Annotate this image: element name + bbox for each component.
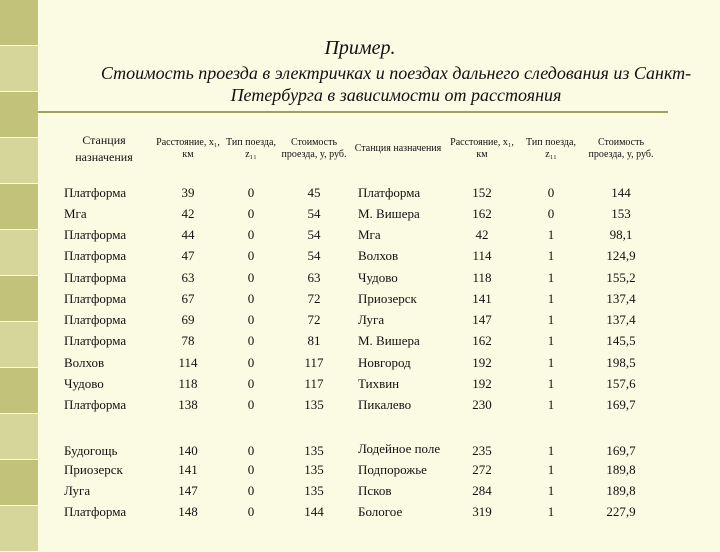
table-cell: Новгород (358, 354, 411, 370)
header-distance: Расстояние, x₁, км (450, 137, 514, 160)
table-cell: 162 (472, 205, 492, 221)
table-cell: 47 (181, 248, 195, 263)
table-cell: 63 (307, 269, 321, 285)
table-cell: 0 (247, 396, 255, 412)
table-cell: 169,7 (606, 396, 636, 412)
table-cell: 1 (547, 226, 555, 242)
table-cell: 272 (472, 461, 492, 477)
header-distance: Расстояние, x₁, км (156, 137, 220, 160)
table-cell: 162 (472, 333, 492, 348)
table-cell: 72 (307, 311, 321, 327)
table-cell: 1 (547, 290, 555, 306)
table-row (58, 373, 660, 394)
table-cell: 1 (547, 248, 555, 263)
table-cell: Платформа (64, 269, 127, 285)
table-cell: 157,6 (606, 375, 636, 391)
table-cell: 284 (472, 482, 492, 498)
table-cell: Бологое (358, 503, 403, 519)
table-cell: 42 (475, 226, 489, 242)
table-row (58, 224, 660, 245)
table-cell: 81 (307, 333, 321, 348)
table-cell: 0 (247, 333, 255, 348)
table-cell: Лодейное поле (358, 441, 441, 456)
table-row (58, 501, 660, 522)
table-cell: 0 (247, 311, 255, 327)
table-cell: 0 (247, 482, 255, 498)
table-cell: Мга (358, 226, 381, 242)
subtitle-line-2: Петербурга в зависимости от расстояния (230, 85, 562, 105)
table-cell: 114 (178, 354, 198, 370)
table-cell: 0 (247, 184, 255, 200)
table-cell: 1 (547, 333, 555, 348)
table-cell: 1 (547, 375, 555, 391)
table-cell: 155,2 (606, 269, 636, 285)
table-cell: 78 (181, 333, 195, 348)
table-cell: 114 (472, 248, 492, 263)
table-cell: 140 (178, 443, 198, 458)
table-cell: 144 (304, 503, 324, 519)
table-cell: 1 (547, 482, 555, 498)
table-row (58, 330, 660, 352)
table-row (58, 394, 660, 415)
table-cell: 0 (247, 205, 255, 221)
table-row (58, 352, 660, 373)
table-cell: 54 (307, 226, 321, 242)
table-cell: Платформа (64, 396, 127, 412)
table-header-row (58, 116, 660, 182)
table-cell: Платформа (64, 333, 127, 348)
table-cell: 135 (304, 482, 324, 498)
fare-table (58, 116, 660, 522)
header-cost: Стоимость проезда, y, руб. (588, 137, 654, 160)
table-cell: Мга (64, 205, 87, 221)
table-row (58, 182, 660, 203)
table-cell: 0 (247, 290, 255, 306)
table-cell: 189,8 (606, 482, 636, 498)
table-row (58, 309, 660, 330)
table-cell: 144 (611, 184, 631, 200)
table-cell: 148 (178, 503, 198, 519)
table-cell: 45 (307, 184, 321, 200)
table-cell: 0 (247, 354, 255, 370)
table-cell: 0 (247, 248, 255, 263)
table-cell: 153 (611, 205, 631, 221)
table-cell: 44 (181, 226, 195, 242)
table-row (58, 480, 660, 501)
table-cell: Платформа (64, 290, 127, 306)
table-cell: 0 (247, 226, 255, 242)
table-cell: 1 (547, 269, 555, 285)
table-cell: Волхов (358, 248, 399, 263)
table-cell: Приозерск (64, 461, 123, 477)
table-cell: Луга (64, 482, 91, 498)
page-title: Пример. (324, 37, 396, 59)
table-cell: 135 (304, 461, 324, 477)
table-cell: 1 (547, 311, 555, 327)
table-row (58, 288, 660, 309)
header-type: Тип поезда, z₁₁ (226, 137, 276, 160)
table-cell: Псков (358, 482, 392, 498)
table-row (58, 245, 660, 267)
decorative-stripe (0, 0, 38, 540)
table-cell: 67 (181, 290, 195, 306)
table-cell: Луга (358, 311, 385, 327)
header-station: Станция назначения (75, 133, 133, 164)
table-cell: М. Вишера (358, 333, 420, 348)
table-cell: 198,5 (606, 354, 636, 370)
table-cell: 138 (178, 396, 198, 412)
table-cell: 1 (547, 461, 555, 477)
table-cell: 1 (547, 354, 555, 370)
table-cell: 117 (304, 354, 324, 370)
table-cell: М. Вишера (358, 205, 420, 221)
table-cell: 124,9 (606, 248, 636, 263)
table-cell: 135 (304, 396, 324, 412)
table-cell: 0 (547, 205, 555, 221)
table-cell: 1 (547, 396, 555, 412)
table-cell: 169,7 (606, 443, 636, 458)
table-cell: 63 (181, 269, 195, 285)
header-type: Тип поезда, z₁₁ (526, 137, 576, 160)
table-cell: 145,5 (606, 333, 636, 348)
table-cell: 1 (547, 503, 555, 519)
table-row (58, 267, 660, 288)
table-cell: 72 (307, 290, 321, 306)
table-cell: 152 (472, 184, 492, 200)
table-cell: Пикалево (358, 396, 412, 412)
table-cell: 230 (472, 396, 492, 412)
table-cell: 98,1 (609, 226, 633, 242)
table-cell: Чудово (64, 375, 104, 391)
table-cell: Будогощь (64, 443, 118, 458)
page-subtitle (76, 62, 716, 106)
table-cell: Тихвин (358, 375, 400, 391)
table-cell: 141 (472, 290, 492, 306)
table-cell: 189,8 (606, 461, 636, 477)
table-cell: Платформа (64, 184, 127, 200)
table-cell: 192 (472, 375, 492, 391)
table-cell: 42 (181, 205, 195, 221)
table-cell: 235 (472, 443, 492, 458)
table-cell: Платформа (64, 226, 127, 242)
table-cell: 137,4 (606, 311, 636, 327)
table-cell: Платформа (64, 311, 127, 327)
table-cell: 0 (247, 503, 255, 519)
table-cell: 147 (472, 311, 492, 327)
table-cell: 319 (472, 503, 492, 519)
table-cell: Приозерск (358, 290, 417, 306)
table-cell: 0 (247, 443, 255, 458)
header-cost: Стоимость проезда, y, руб. (281, 137, 347, 160)
table-cell: 192 (472, 354, 492, 370)
table-cell: Платформа (64, 503, 127, 519)
table-cell: 1 (547, 443, 555, 458)
table-cell: 39 (181, 184, 195, 200)
table-cell: Чудово (358, 269, 398, 285)
table-cell: 0 (247, 375, 255, 391)
table-cell: 0 (547, 184, 555, 200)
title-divider (38, 111, 668, 113)
table-cell: 117 (304, 375, 324, 391)
header-station: Станция назначения (354, 143, 442, 154)
table-cell: 118 (178, 375, 198, 391)
table-cell: 0 (247, 269, 255, 285)
table-cell: Волхов (64, 354, 105, 370)
table-cell: 0 (247, 461, 255, 477)
table-cell: 54 (307, 205, 321, 221)
table-cell: 69 (181, 311, 195, 327)
table-row (58, 203, 660, 224)
table-cell: 135 (304, 443, 324, 458)
table-cell: Платформа (358, 184, 421, 200)
table-cell: 54 (307, 248, 321, 263)
table-cell: 147 (178, 482, 198, 498)
table-cell: Платформа (64, 248, 127, 263)
table-cell: 141 (178, 461, 198, 477)
table-row (58, 415, 660, 459)
table-cell: Подпорожье (358, 461, 427, 477)
table-cell: 137,4 (606, 290, 636, 306)
table-cell: 227,9 (606, 503, 636, 519)
table-cell: 118 (472, 269, 492, 285)
table-row (58, 459, 660, 480)
subtitle-line-1: Стоимость проезда в электричках и поездах дальнего следования из Санкт- (100, 63, 692, 83)
